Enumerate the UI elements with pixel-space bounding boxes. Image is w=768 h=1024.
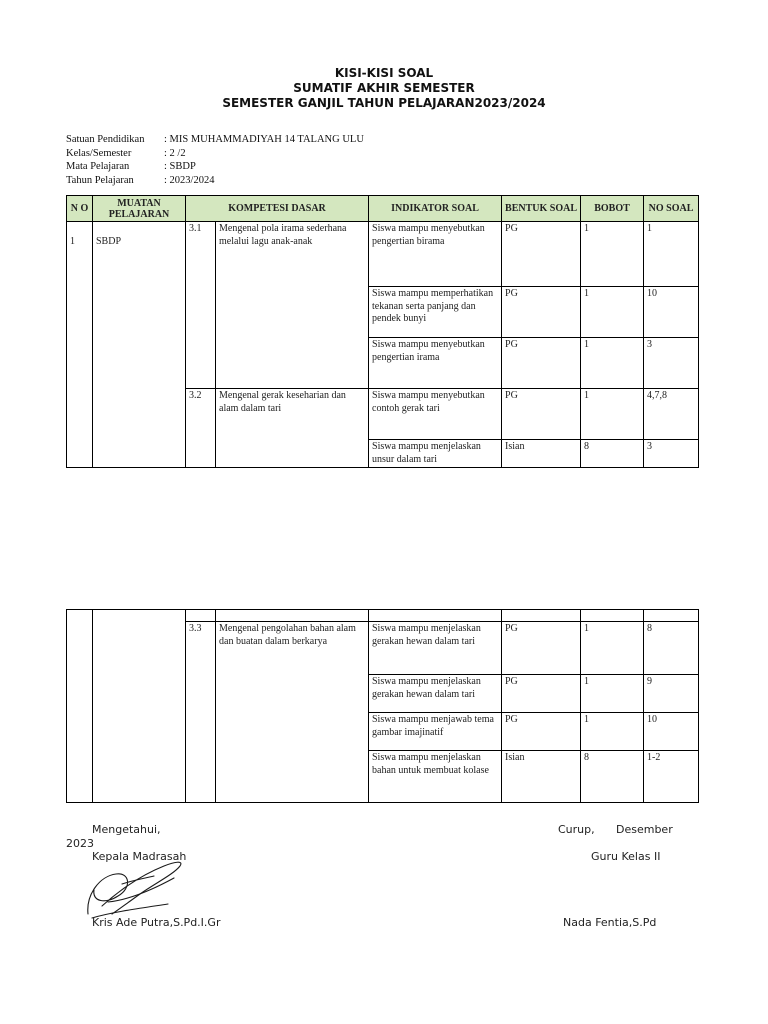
bentuk-cell: Isian: [502, 751, 581, 803]
kd-text: Mengenal pengolahan bahan alam dan buatan dalam berkarya: [216, 622, 369, 803]
info-value: : 2 /2: [164, 147, 186, 159]
header-nosoal: NO SOAL: [644, 196, 699, 222]
indikator-cell: Siswa mampu memperhatikan tekanan serta panjang dan pendek bunyi: [369, 287, 502, 338]
header-row: [67, 196, 699, 222]
muatan-blank: [93, 610, 186, 803]
kd-text: Mengenal pola irama sederhana melalui lagu anak-anak: [216, 222, 369, 389]
header-no: N O: [67, 196, 93, 222]
muatan-cell: SBDP: [93, 222, 186, 468]
nosoal-cell: 9: [644, 675, 699, 713]
empty-cell: [502, 610, 581, 622]
info-label: Mata Pelajaran: [66, 161, 130, 172]
signature-image: [82, 854, 194, 924]
kisi-table-part2: [66, 609, 699, 803]
indikator-cell: Siswa mampu menjelaskan unsur dalam tari: [369, 440, 502, 468]
bobot-cell: 1: [581, 675, 644, 713]
indikator-cell: Siswa mampu menyebutkan contoh gerak tari: [369, 389, 502, 440]
bentuk-cell: PG: [502, 713, 581, 751]
empty-cell: [186, 610, 216, 622]
bentuk-cell: Isian: [502, 440, 581, 468]
nosoal-cell: 3: [644, 440, 699, 468]
year-label: 2023: [66, 837, 94, 850]
bentuk-cell: PG: [502, 287, 581, 338]
header-indikator: INDIKATOR SOAL: [369, 196, 502, 222]
info-value: : MIS MUHAMMADIYAH 14 TALANG ULU: [164, 134, 364, 145]
kepala-name: Kris Ade Putra,S.Pd.I.Gr: [92, 916, 221, 929]
bobot-cell: 1: [581, 713, 644, 751]
indikator-cell: Siswa mampu menyebutkan pengertian irama: [369, 338, 502, 389]
identity-block: [66, 133, 364, 187]
info-label: Satuan Pendidikan: [66, 134, 145, 145]
indikator-cell: Siswa mampu menjelaskan bahan untuk membuat kolase: [369, 751, 502, 803]
indikator-cell: Siswa mampu menjelaskan gerakan hewan dalam tari: [369, 622, 502, 675]
empty-cell: [581, 610, 644, 622]
info-row-mapel: [66, 160, 364, 174]
header-bentuk: BENTUK SOAL: [502, 196, 581, 222]
info-value: : SBDP: [164, 161, 196, 172]
guru-name: Nada Fentia,S.Pd: [563, 916, 657, 929]
bentuk-cell: PG: [502, 222, 581, 287]
nosoal-cell: 10: [644, 713, 699, 751]
nosoal-cell: 1-2: [644, 751, 699, 803]
info-label: Kelas/Semester: [66, 147, 132, 159]
info-value: : 2023/2024: [164, 174, 215, 186]
empty-cell: [216, 610, 369, 622]
nosoal-cell: 4,7,8: [644, 389, 699, 440]
bobot-cell: 1: [581, 287, 644, 338]
guru-title: Guru Kelas II: [591, 850, 661, 863]
bobot-cell: 8: [581, 751, 644, 803]
header-muatan: MUATAN PELAJARAN: [93, 196, 186, 222]
nosoal-cell: 3: [644, 338, 699, 389]
table-row: [67, 222, 699, 287]
indikator-cell: Siswa mampu menjawab tema gambar imajinatif: [369, 713, 502, 751]
bobot-cell: 8: [581, 440, 644, 468]
bentuk-cell: PG: [502, 338, 581, 389]
nosoal-cell: 1: [644, 222, 699, 287]
nosoal-cell: 8: [644, 622, 699, 675]
place-label: Curup,: [558, 823, 595, 836]
info-row-satuan: [66, 133, 364, 147]
doc-title-line1: KISI-KISI SOAL: [334, 66, 434, 80]
bobot-cell: 1: [581, 338, 644, 389]
empty-cell: [644, 610, 699, 622]
row-number: 1: [67, 222, 93, 468]
month-label: Desember: [616, 823, 673, 836]
doc-title-line3: SEMESTER GANJIL TAHUN PELAJARAN2023/2024: [222, 96, 546, 110]
bobot-cell: 1: [581, 622, 644, 675]
header-bobot: BOBOT: [581, 196, 644, 222]
kd-code: 3.2: [186, 389, 216, 468]
kd-code: 3.1: [186, 222, 216, 389]
empty-cell: [369, 610, 502, 622]
mengetahui-label: Mengetahui,: [92, 823, 161, 836]
table-row: [67, 610, 699, 622]
bobot-cell: 1: [581, 222, 644, 287]
kepala-title: Kepala Madrasah: [92, 850, 187, 863]
nosoal-cell: 10: [644, 287, 699, 338]
kd-code: 3.3: [186, 622, 216, 803]
bentuk-cell: PG: [502, 675, 581, 713]
info-row-kelas: [66, 147, 364, 161]
kisi-table-part1: [66, 195, 699, 468]
info-label: Tahun Pelajaran: [66, 174, 134, 186]
doc-title-line2: SUMATIF AKHIR SEMESTER: [293, 81, 475, 95]
bentuk-cell: PG: [502, 389, 581, 440]
info-row-tahun: [66, 174, 364, 188]
row-number-blank: [67, 610, 93, 803]
header-kd: KOMPETESI DASAR: [186, 196, 369, 222]
indikator-cell: Siswa mampu menjelaskan gerakan hewan dalam tari: [369, 675, 502, 713]
bentuk-cell: PG: [502, 622, 581, 675]
bobot-cell: 1: [581, 389, 644, 440]
indikator-cell: Siswa mampu menyebutkan pengertian birama: [369, 222, 502, 287]
kd-text: Mengenal gerak keseharian dan alam dalam tari: [216, 389, 369, 468]
